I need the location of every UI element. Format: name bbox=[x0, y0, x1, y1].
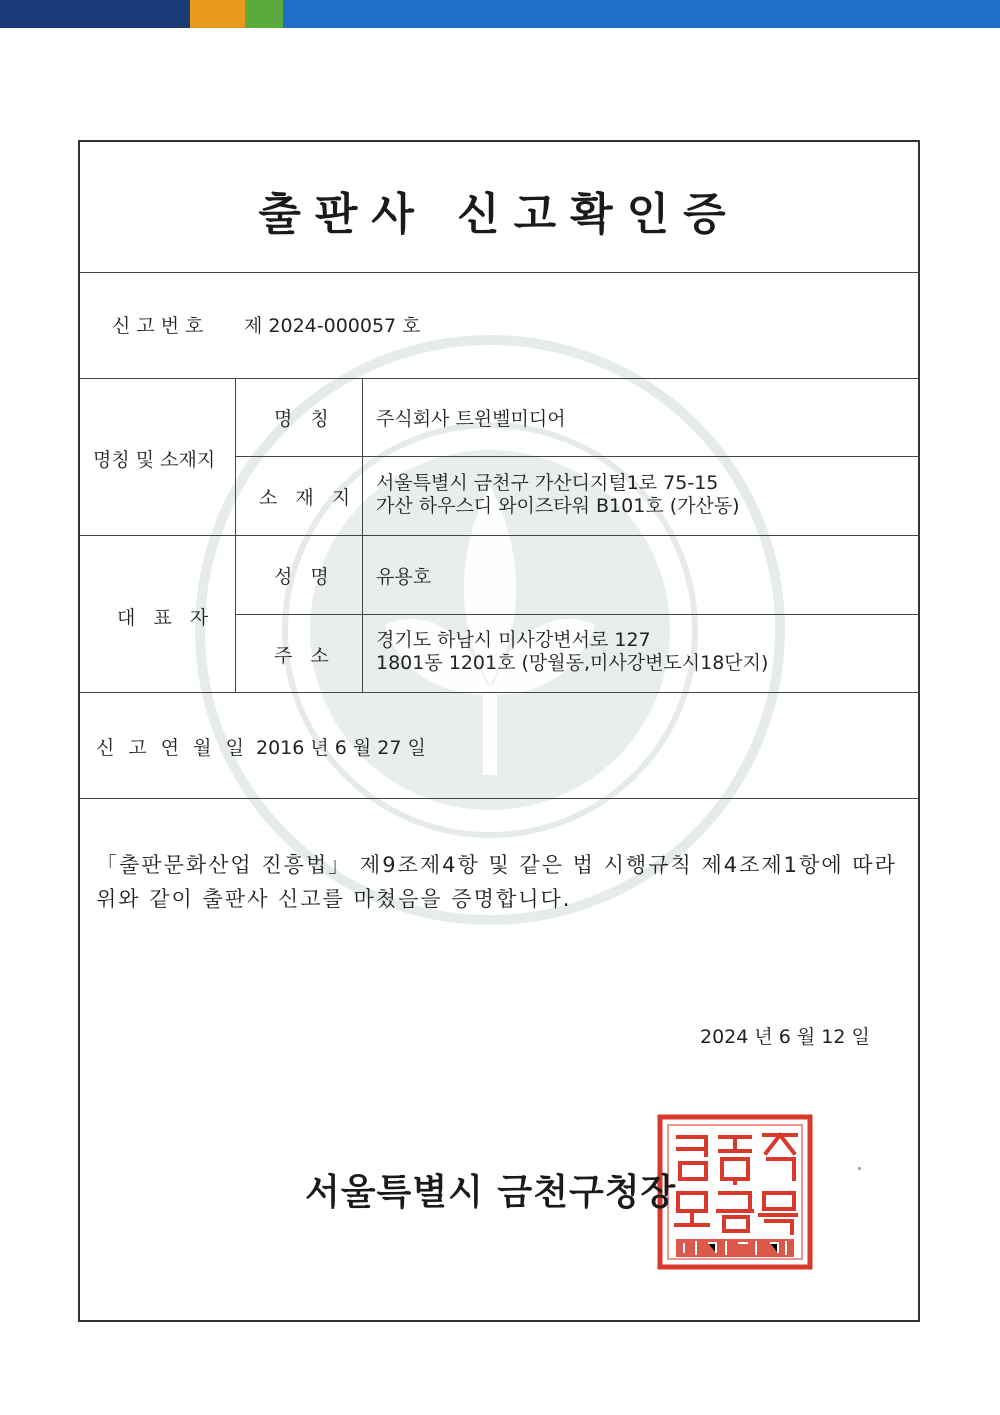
divider-line bbox=[80, 378, 920, 379]
bar-segment-navy bbox=[0, 0, 190, 28]
divider-line bbox=[235, 614, 920, 615]
divider-line bbox=[80, 272, 920, 273]
rep-address-value bbox=[376, 629, 768, 675]
certification-statement: 「출판문화산업 진흥법」 제9조제4항 및 같은 법 시행규칙 제4조제1항에 따라 위와 같이 출판사 신고를 마쳤음을 증명합니다. bbox=[96, 853, 897, 911]
issue-date: 2024 년 6 월 12 일 bbox=[700, 1026, 870, 1048]
bar-segment-blue bbox=[283, 0, 1000, 28]
scan-speck bbox=[858, 1167, 861, 1170]
rep-name-label: 성 명 bbox=[274, 566, 335, 588]
location-label: 소 재 지 bbox=[259, 487, 357, 509]
registration-value: 제 2024-000057 호 bbox=[244, 315, 421, 337]
rep-address-line-2: 1801동 1201호 (망월동,미사강변도시18단지) bbox=[376, 652, 769, 674]
representative-section-label: 대 표 자 bbox=[117, 607, 215, 629]
column-divider bbox=[362, 378, 363, 692]
location-line-2: 가산 하우스디 와이즈타워 B101호 (가산동) bbox=[376, 495, 740, 517]
top-color-bar bbox=[0, 0, 1000, 28]
rep-address-label: 주 소 bbox=[274, 645, 335, 667]
document-title: 출판사 신고확인증 bbox=[258, 189, 740, 240]
official-seal-stamp bbox=[656, 1113, 814, 1271]
report-date-label: 신 고 연 월 일 bbox=[96, 737, 248, 759]
name-label: 명 칭 bbox=[274, 408, 335, 430]
divider-line bbox=[80, 692, 920, 693]
rep-address-line-1: 경기도 하남시 미사강변서로 127 bbox=[376, 629, 651, 651]
bar-segment-orange bbox=[190, 0, 245, 28]
location-value bbox=[376, 472, 740, 518]
company-name-value: 주식회사 트윈벨미디어 bbox=[376, 408, 566, 430]
column-divider bbox=[235, 378, 236, 692]
divider-line bbox=[80, 798, 920, 799]
issuer-name: 서울특별시 금천구청장 bbox=[305, 1172, 677, 1213]
report-date-value: 2016 년 6 월 27 일 bbox=[256, 737, 426, 759]
bar-segment-green bbox=[245, 0, 283, 28]
name-location-section-label: 명칭 및 소재지 bbox=[93, 449, 216, 471]
rep-name-value: 유용호 bbox=[376, 566, 432, 588]
divider-line bbox=[80, 535, 920, 536]
location-line-1: 서울특별시 금천구 가산디지털1로 75-15 bbox=[376, 472, 719, 494]
divider-line bbox=[235, 456, 920, 457]
registration-label: 신고번호 bbox=[112, 315, 210, 337]
